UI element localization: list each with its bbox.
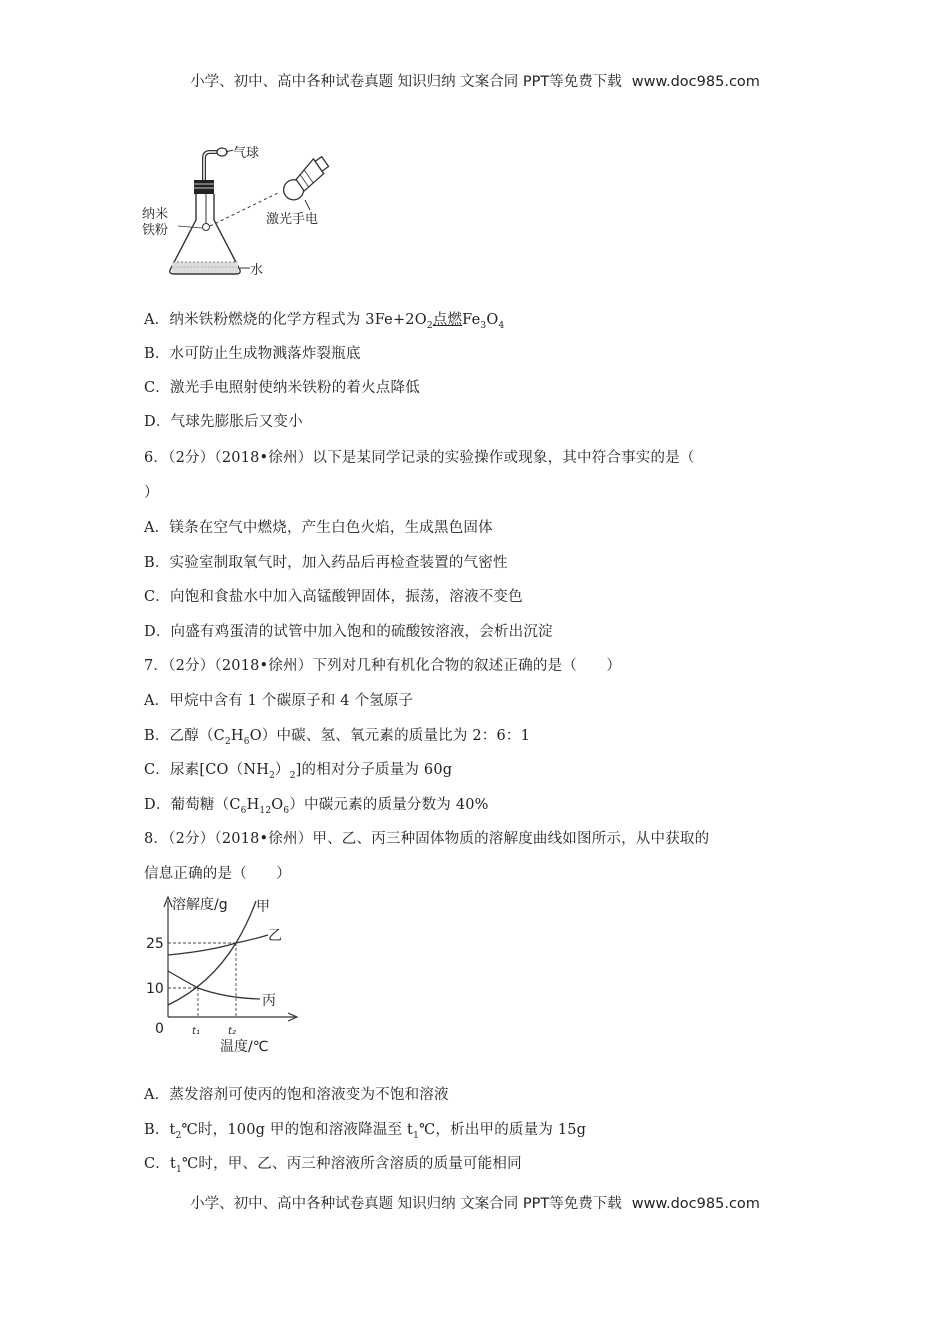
label-powder-2: 铁粉	[142, 223, 169, 238]
q7-option-b: B．乙醇$(C_2H_6O)$中碳、氢、氧元素的质量比为 2：6：1	[144, 728, 531, 747]
flask-apparatus-figure	[140, 140, 340, 285]
series-label-bing: 丙	[262, 993, 276, 1009]
solubility-chart	[140, 893, 300, 1063]
header-text: 小学、初中、高中各种试卷真题 知识归纳 文案合同 PPT等免费下载	[190, 74, 622, 90]
origin-label: 0	[155, 1021, 164, 1037]
q7-option-d: D．葡萄糖$(C_6H_{12}O_6)$中碳元素的质量分数为 40%	[144, 797, 489, 816]
q6-option-d: D．向盛有鸡蛋清的试管中加入饱和的硫酸铵溶液，会析出沉淀	[144, 624, 553, 640]
footer-url[interactable]: www.doc985.com	[631, 1196, 760, 1212]
x-tick-t2: t₂	[228, 1026, 236, 1037]
page-footer	[0, 1192, 950, 1213]
q8-option-a: A．蒸发溶剂可使丙的饱和溶液变为不饱和溶液	[144, 1087, 449, 1103]
q5-option-b: B．水可防止生成物溅落炸裂瓶底	[144, 346, 361, 362]
q8-stem-line2: 信息正确的是（ ）	[144, 866, 291, 882]
q6-stem-line1: 6．（2分）（2018•徐州）以下是某同学记录的实验操作或现象，其中符合事实的是（	[144, 450, 695, 466]
page-header	[0, 70, 950, 91]
y-tick-10: 10	[146, 981, 164, 997]
label-powder-1: 纳米	[142, 207, 169, 222]
footer-text: 小学、初中、高中各种试卷真题 知识归纳 文案合同 PPT等免费下载	[190, 1196, 622, 1212]
x-tick-t1: t₁	[192, 1026, 200, 1037]
q5-option-a: A．纳米铁粉燃烧的化学方程式为 $3Fe+2O_2$点燃$Fe_3O_4$	[144, 312, 505, 331]
q5-condition: 点燃	[432, 312, 463, 328]
curve-bing	[168, 971, 260, 999]
q5-option-c: C．激光手电照射使纳米铁粉的着火点降低	[144, 380, 420, 396]
q8-option-c: C．$t_1℃$时，甲、乙、丙三种溶液所含溶质的质量可能相同	[144, 1156, 522, 1175]
q6-option-c: C．向饱和食盐水中加入高锰酸钾固体，振荡，溶液不变色	[144, 589, 523, 605]
series-label-yi: 乙	[268, 928, 282, 944]
series-label-jia: 甲	[256, 899, 270, 915]
q8-option-b: B．$t_2℃$时，100g 甲的饱和溶液降温至 $t_1℃$，析出甲的质量为 15g	[144, 1122, 587, 1141]
label-balloon: 气球	[233, 146, 260, 161]
x-axis-label: 温度/℃	[220, 1039, 269, 1055]
curve-yi	[168, 935, 268, 955]
q6-stem-line2: ）	[144, 485, 159, 501]
q6-option-b: B．实验室制取氧气时，加入药品后再检查装置的气密性	[144, 555, 508, 571]
q8-stem-line1: 8．（2分）（2018•徐州）甲、乙、丙三种固体物质的溶解度曲线如图所示，从中获取的	[144, 831, 710, 847]
header-url[interactable]: www.doc985.com	[631, 74, 760, 90]
label-water: 水	[250, 263, 264, 278]
y-tick-25: 25	[146, 936, 164, 952]
q6-option-a: A．镁条在空气中燃烧，产生白色火焰，生成黑色固体	[144, 520, 493, 536]
q7-option-a: A．甲烷中含有 1 个碳原子和 4 个氢原子	[144, 693, 414, 709]
label-laser: 激光手电	[266, 212, 319, 227]
y-axis-label: 溶解度/g	[172, 897, 228, 913]
q7-option-c: C．尿素$[CO(NH_2)_2]$的相对分子质量为 60g	[144, 762, 453, 781]
q5-option-d: D．气球先膨胀后又变小	[144, 414, 303, 430]
laser-flashlight-icon	[277, 154, 333, 203]
q7-stem: 7．（2分）（2018•徐州）下列对几种有机化合物的叙述正确的是（ ）	[144, 658, 622, 674]
